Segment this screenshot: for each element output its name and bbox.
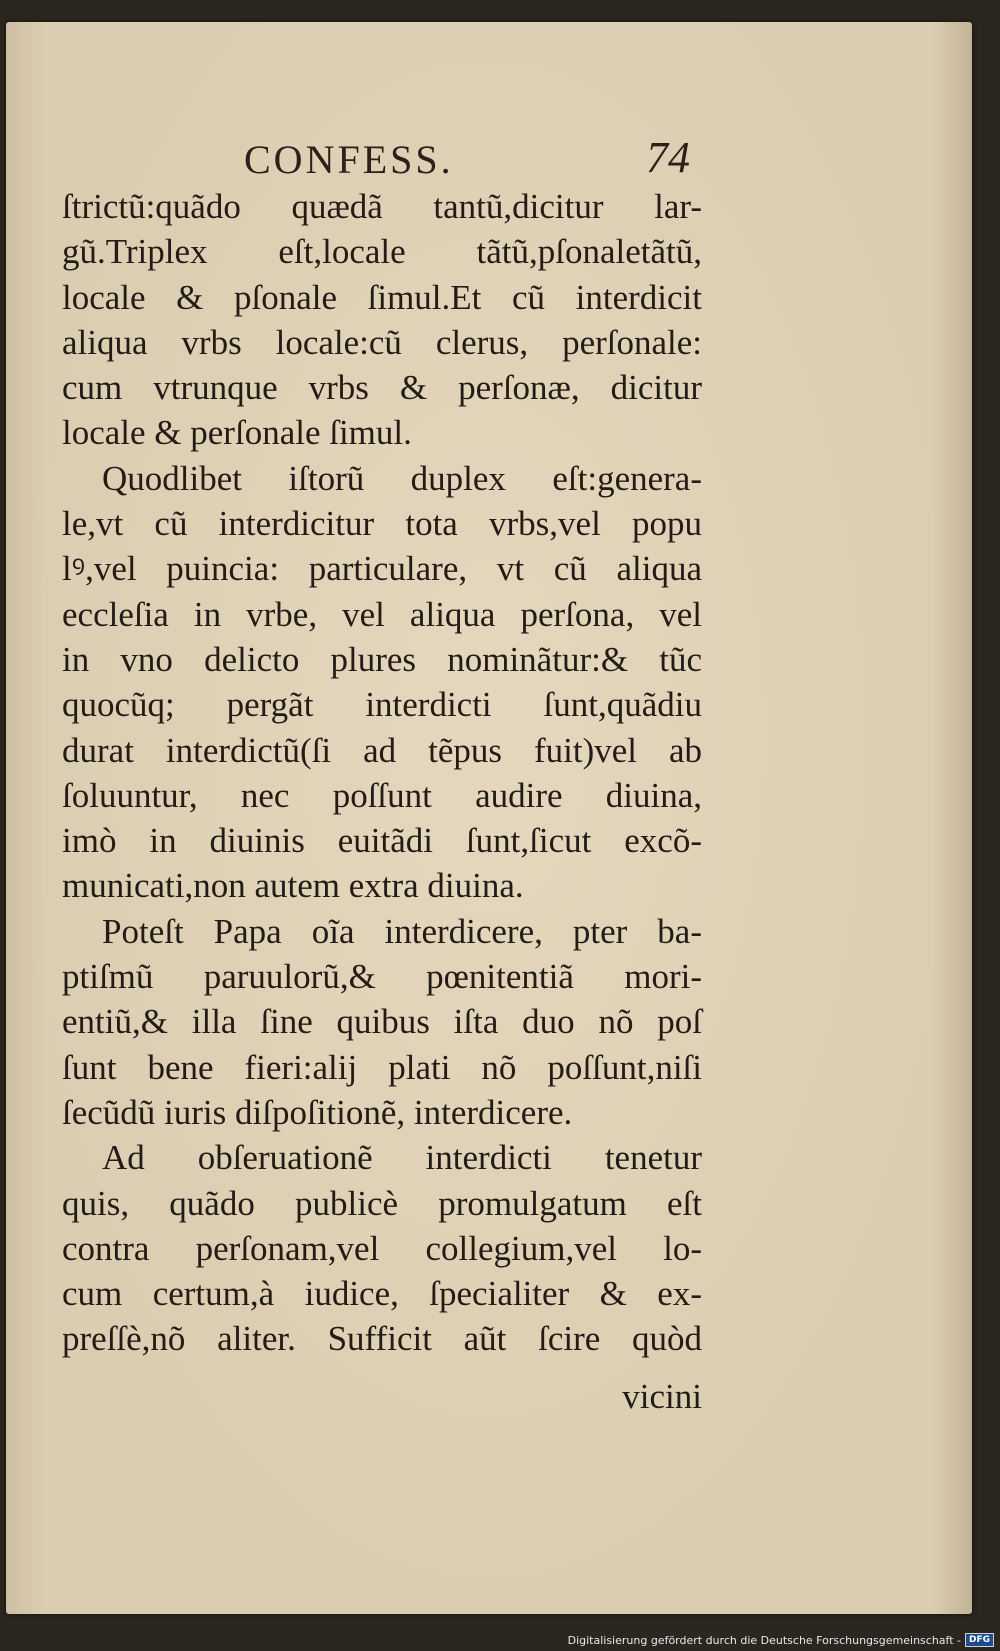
text-line: contra perſonam,vel collegium,vel lo- bbox=[62, 1228, 702, 1268]
page-number: 74 bbox=[646, 133, 690, 182]
text-line: quis, quãdo publicè promulgatum eſt bbox=[62, 1183, 702, 1223]
text-line: preſſè,nõ aliter. Sufficit aũt ſcire quòd bbox=[62, 1319, 702, 1359]
text-line: ſtrictũ:quãdo quædã tantũ,dicitur lar- bbox=[62, 187, 702, 226]
page-header bbox=[244, 130, 690, 190]
catchword: vicini bbox=[622, 1377, 702, 1416]
body-text bbox=[62, 184, 702, 1362]
text-line: aliqua vrbs locale:cũ clerus, perſonale: bbox=[62, 322, 702, 362]
text-line: municati,non autem extra diuina. bbox=[62, 866, 524, 906]
text-line: gũ.Triplex eſt,locale tãtũ,pſonaletãtũ, bbox=[62, 232, 702, 272]
text-line: eccleſia in vrbe, vel aliqua perſona, vel bbox=[62, 594, 702, 634]
text-line: ſunt bene fieri:alij plati nõ poſſunt,niſi bbox=[62, 1047, 702, 1087]
text-line: ſecũdũ iuris diſpoſitionẽ, interdicere. bbox=[62, 1092, 573, 1132]
text-line: quocũq; pergãt interdicti ſunt,quãdiu bbox=[62, 685, 702, 725]
text-line: lꝰ,vel puincia: particulare, vt cũ aliqua bbox=[62, 549, 702, 589]
text-line: locale & perſonale ſimul. bbox=[62, 413, 412, 453]
text-line: locale & pſonale ſimul.Et cũ interdicit bbox=[62, 277, 702, 317]
text-line: imò in diuinis euitãdi ſunt,ſicut excõ- bbox=[62, 821, 702, 861]
running-title: CONFESS. bbox=[244, 137, 454, 182]
text-line: Poteſt Papa oĩa interdicere, pter ba- bbox=[102, 911, 702, 951]
text-line: in vno delicto plures nominãtur:& tũc bbox=[62, 639, 702, 679]
digitization-credit bbox=[568, 1631, 994, 1649]
text-line: Ad obſeruationẽ interdicti tenetur bbox=[102, 1138, 702, 1178]
text-line: cum certum,à iudice, ſpecialiter & ex- bbox=[62, 1274, 702, 1314]
dfg-logo: DFG bbox=[965, 1633, 994, 1647]
text-line: le,vt cũ interdicitur tota vrbs,vel popu bbox=[62, 504, 702, 544]
text-line: cum vtrunque vrbs & perſonæ, dicitur bbox=[62, 368, 702, 408]
book-page bbox=[6, 22, 972, 1614]
credit-text: Digitalisierung gefördert durch die Deutsche Forschungsgemeinschaft - bbox=[567, 1633, 961, 1647]
text-line: entiũ,& illa ſine quibus iſta duo nõ poſ bbox=[62, 1002, 702, 1042]
text-line: durat interdictũ(ſi ad tẽpus fuit)vel ab bbox=[62, 730, 702, 770]
text-line: ſoluuntur, nec poſſunt audire diuina, bbox=[62, 775, 702, 815]
text-line: ptiſmũ paruulorũ,& pœnitentiã mori- bbox=[62, 957, 702, 997]
text-line: Quodlibet iſtorũ duplex eſt:genera- bbox=[102, 458, 702, 498]
